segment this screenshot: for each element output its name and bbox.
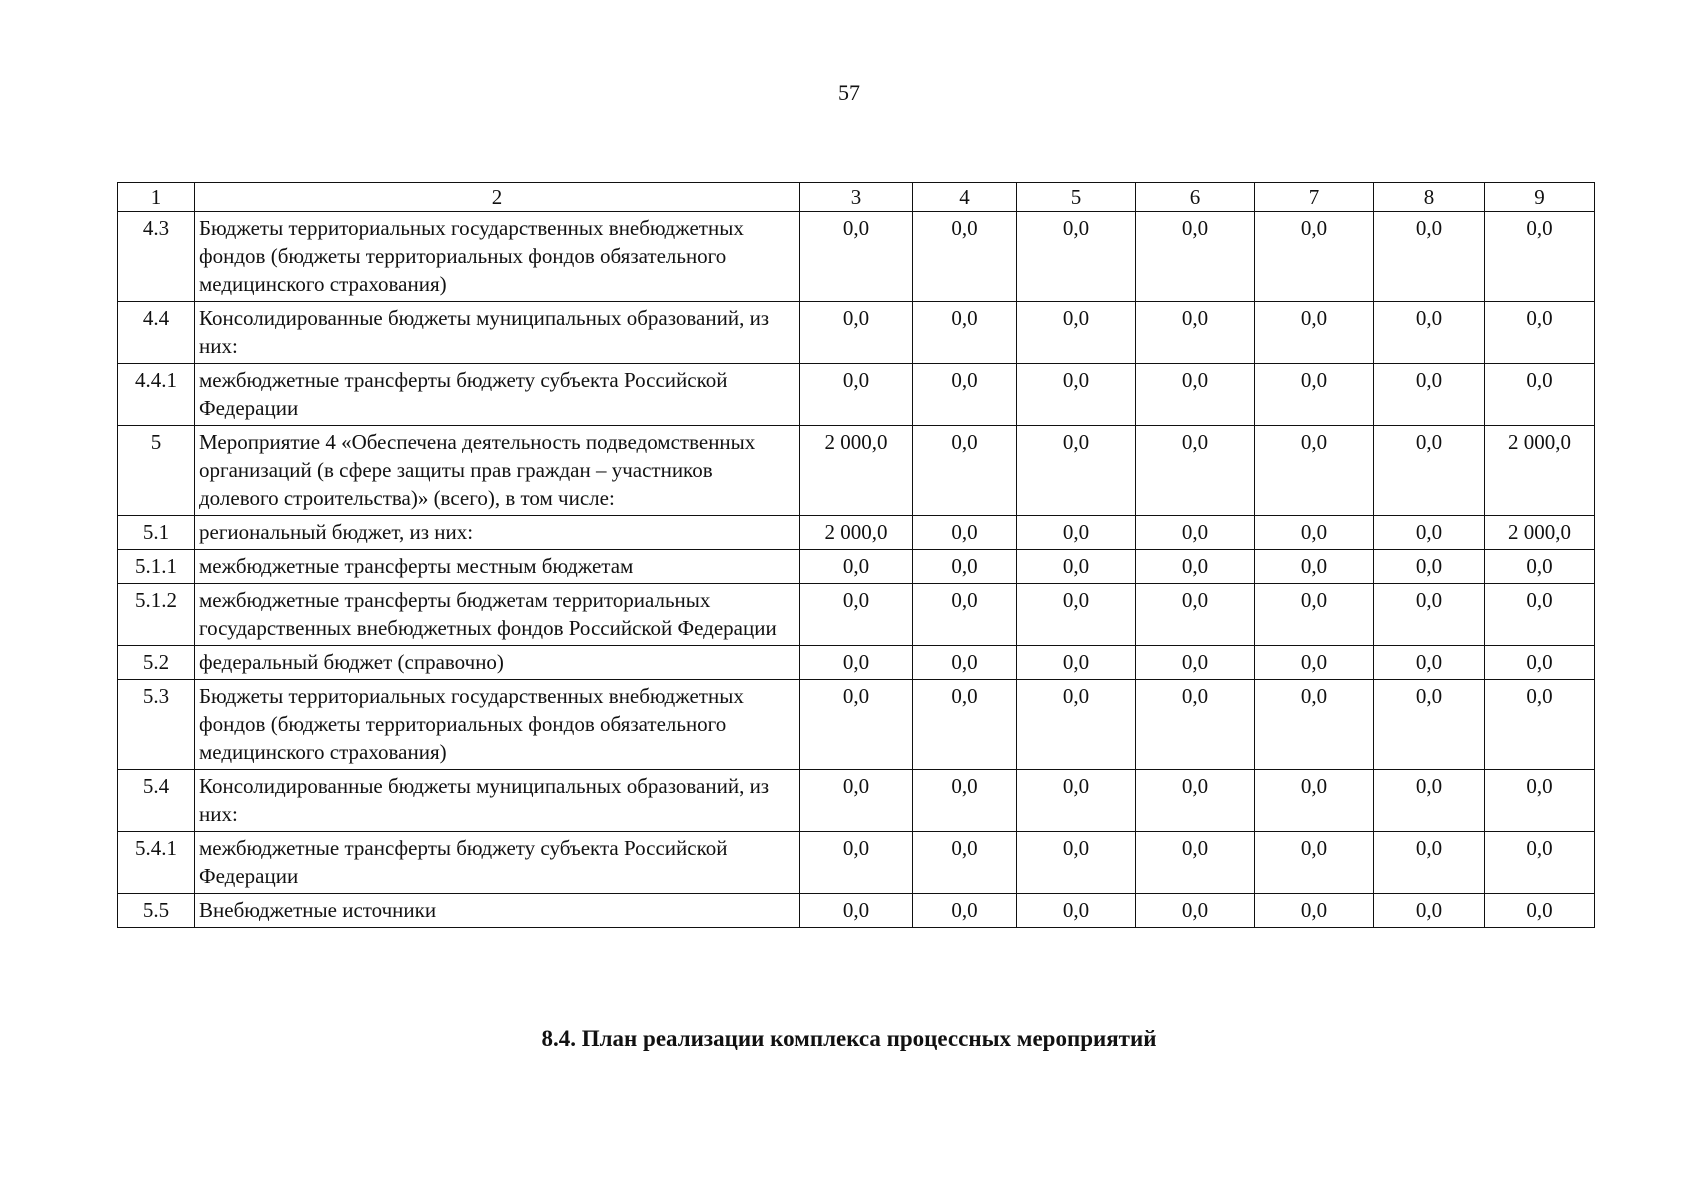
row-name: региональный бюджет, из них: xyxy=(195,516,800,550)
value-cell: 0,0 xyxy=(1136,832,1255,894)
section-title: 8.4. План реализации комплекса процессных мероприятий xyxy=(541,1026,1157,1051)
value-cell: 0,0 xyxy=(1374,680,1485,770)
value-cell: 0,0 xyxy=(1136,646,1255,680)
row-name: межбюджетные трансферты бюджету субъекта Российской Федерации xyxy=(195,832,800,894)
value-cell: 0,0 xyxy=(1374,364,1485,426)
value-cell: 0,0 xyxy=(1374,516,1485,550)
table-row xyxy=(118,302,1595,364)
value-cell: 0,0 xyxy=(1136,516,1255,550)
table-row xyxy=(118,646,1595,680)
row-name: Консолидированные бюджеты муниципальных образований, из них: xyxy=(195,302,800,364)
value-cell: 0,0 xyxy=(913,894,1017,928)
value-cell: 0,0 xyxy=(1255,550,1374,584)
value-cell: 0,0 xyxy=(1255,770,1374,832)
value-cell: 0,0 xyxy=(1255,894,1374,928)
table-row xyxy=(118,212,1595,302)
value-cell: 0,0 xyxy=(1485,832,1595,894)
value-cell: 0,0 xyxy=(1017,680,1136,770)
table-row xyxy=(118,584,1595,646)
page-number: 57 xyxy=(838,80,860,105)
value-cell: 0,0 xyxy=(913,302,1017,364)
column-header: 5 xyxy=(1017,183,1136,212)
value-cell: 0,0 xyxy=(1485,302,1595,364)
row-number: 5.5 xyxy=(118,894,195,928)
row-number: 5.4 xyxy=(118,770,195,832)
value-cell: 0,0 xyxy=(1136,426,1255,516)
row-name: Бюджеты территориальных государственных внебюджетных фондов (бюджеты территориальных фондов обязательного медицинского страхования) xyxy=(195,212,800,302)
row-name: Внебюджетные источники xyxy=(195,894,800,928)
row-number: 4.4.1 xyxy=(118,364,195,426)
value-cell: 0,0 xyxy=(1017,516,1136,550)
value-cell: 0,0 xyxy=(1255,832,1374,894)
value-cell: 0,0 xyxy=(1017,302,1136,364)
table-body xyxy=(118,183,1595,928)
value-cell: 0,0 xyxy=(913,584,1017,646)
value-cell: 0,0 xyxy=(1255,680,1374,770)
value-cell: 0,0 xyxy=(1374,770,1485,832)
value-cell: 0,0 xyxy=(1136,550,1255,584)
value-cell: 0,0 xyxy=(913,426,1017,516)
value-cell: 0,0 xyxy=(1374,894,1485,928)
row-number: 5.1 xyxy=(118,516,195,550)
value-cell: 0,0 xyxy=(1136,894,1255,928)
column-header: 9 xyxy=(1485,183,1595,212)
value-cell: 0,0 xyxy=(800,894,913,928)
value-cell: 0,0 xyxy=(1485,680,1595,770)
value-cell: 0,0 xyxy=(800,550,913,584)
value-cell: 0,0 xyxy=(1136,770,1255,832)
row-number: 5.1.1 xyxy=(118,550,195,584)
row-name: Бюджеты территориальных государственных внебюджетных фондов (бюджеты территориальных фондов обязательного медицинского страхования) xyxy=(195,680,800,770)
column-header: 1 xyxy=(118,183,195,212)
column-header: 3 xyxy=(800,183,913,212)
value-cell: 0,0 xyxy=(800,680,913,770)
value-cell: 0,0 xyxy=(1017,364,1136,426)
value-cell: 0,0 xyxy=(1136,680,1255,770)
value-cell: 0,0 xyxy=(1136,584,1255,646)
value-cell: 2 000,0 xyxy=(1485,516,1595,550)
table-row xyxy=(118,550,1595,584)
value-cell: 0,0 xyxy=(1136,212,1255,302)
row-name: Консолидированные бюджеты муниципальных образований, из них: xyxy=(195,770,800,832)
table-row xyxy=(118,680,1595,770)
row-number: 5 xyxy=(118,426,195,516)
value-cell: 0,0 xyxy=(800,584,913,646)
value-cell: 0,0 xyxy=(1255,646,1374,680)
value-cell: 0,0 xyxy=(1255,426,1374,516)
column-header: 6 xyxy=(1136,183,1255,212)
value-cell: 0,0 xyxy=(1374,646,1485,680)
value-cell: 0,0 xyxy=(1374,550,1485,584)
value-cell: 0,0 xyxy=(1255,212,1374,302)
value-cell: 0,0 xyxy=(1255,364,1374,426)
value-cell: 0,0 xyxy=(913,832,1017,894)
row-number: 5.4.1 xyxy=(118,832,195,894)
value-cell: 0,0 xyxy=(913,550,1017,584)
value-cell: 0,0 xyxy=(1485,894,1595,928)
value-cell: 0,0 xyxy=(800,832,913,894)
column-header: 8 xyxy=(1374,183,1485,212)
table-row xyxy=(118,894,1595,928)
value-cell: 0,0 xyxy=(1374,426,1485,516)
value-cell: 0,0 xyxy=(1255,584,1374,646)
value-cell: 0,0 xyxy=(1017,894,1136,928)
value-cell: 0,0 xyxy=(1136,302,1255,364)
value-cell: 0,0 xyxy=(1485,550,1595,584)
row-number: 4.4 xyxy=(118,302,195,364)
value-cell: 0,0 xyxy=(913,516,1017,550)
table-row xyxy=(118,832,1595,894)
value-cell: 0,0 xyxy=(800,646,913,680)
value-cell: 0,0 xyxy=(1485,770,1595,832)
budget-table xyxy=(117,182,1595,928)
value-cell: 0,0 xyxy=(1255,516,1374,550)
value-cell: 2 000,0 xyxy=(800,516,913,550)
column-header: 4 xyxy=(913,183,1017,212)
column-header: 2 xyxy=(195,183,800,212)
value-cell: 0,0 xyxy=(1374,832,1485,894)
row-name: межбюджетные трансферты местным бюджетам xyxy=(195,550,800,584)
value-cell: 0,0 xyxy=(800,212,913,302)
row-name: федеральный бюджет (справочно) xyxy=(195,646,800,680)
value-cell: 0,0 xyxy=(1485,584,1595,646)
value-cell: 2 000,0 xyxy=(800,426,913,516)
row-name: Мероприятие 4 «Обеспечена деятельность подведомственных организаций (в сфере защиты прав граждан – участников долевого строительства)» (всего), в том числе: xyxy=(195,426,800,516)
value-cell: 0,0 xyxy=(1017,550,1136,584)
row-number: 5.1.2 xyxy=(118,584,195,646)
value-cell: 0,0 xyxy=(1017,584,1136,646)
value-cell: 0,0 xyxy=(800,364,913,426)
value-cell: 0,0 xyxy=(913,212,1017,302)
value-cell: 0,0 xyxy=(1374,212,1485,302)
row-name: межбюджетные трансферты бюджетам территориальных государственных внебюджетных фондов Российской Федерации xyxy=(195,584,800,646)
value-cell: 0,0 xyxy=(1485,364,1595,426)
value-cell: 2 000,0 xyxy=(1485,426,1595,516)
table-row xyxy=(118,770,1595,832)
value-cell: 0,0 xyxy=(1485,212,1595,302)
value-cell: 0,0 xyxy=(1017,832,1136,894)
value-cell: 0,0 xyxy=(1374,584,1485,646)
value-cell: 0,0 xyxy=(1017,646,1136,680)
value-cell: 0,0 xyxy=(913,680,1017,770)
value-cell: 0,0 xyxy=(913,770,1017,832)
row-number: 4.3 xyxy=(118,212,195,302)
value-cell: 0,0 xyxy=(1255,302,1374,364)
table-header-row xyxy=(118,183,1595,212)
value-cell: 0,0 xyxy=(913,646,1017,680)
value-cell: 0,0 xyxy=(1017,770,1136,832)
value-cell: 0,0 xyxy=(1017,426,1136,516)
table-row xyxy=(118,364,1595,426)
value-cell: 0,0 xyxy=(800,302,913,364)
value-cell: 0,0 xyxy=(1374,302,1485,364)
value-cell: 0,0 xyxy=(1485,646,1595,680)
row-number: 5.2 xyxy=(118,646,195,680)
row-number: 5.3 xyxy=(118,680,195,770)
value-cell: 0,0 xyxy=(1017,212,1136,302)
table-row xyxy=(118,516,1595,550)
value-cell: 0,0 xyxy=(1136,364,1255,426)
value-cell: 0,0 xyxy=(800,770,913,832)
row-name: межбюджетные трансферты бюджету субъекта Российской Федерации xyxy=(195,364,800,426)
column-header: 7 xyxy=(1255,183,1374,212)
table-row xyxy=(118,426,1595,516)
value-cell: 0,0 xyxy=(913,364,1017,426)
